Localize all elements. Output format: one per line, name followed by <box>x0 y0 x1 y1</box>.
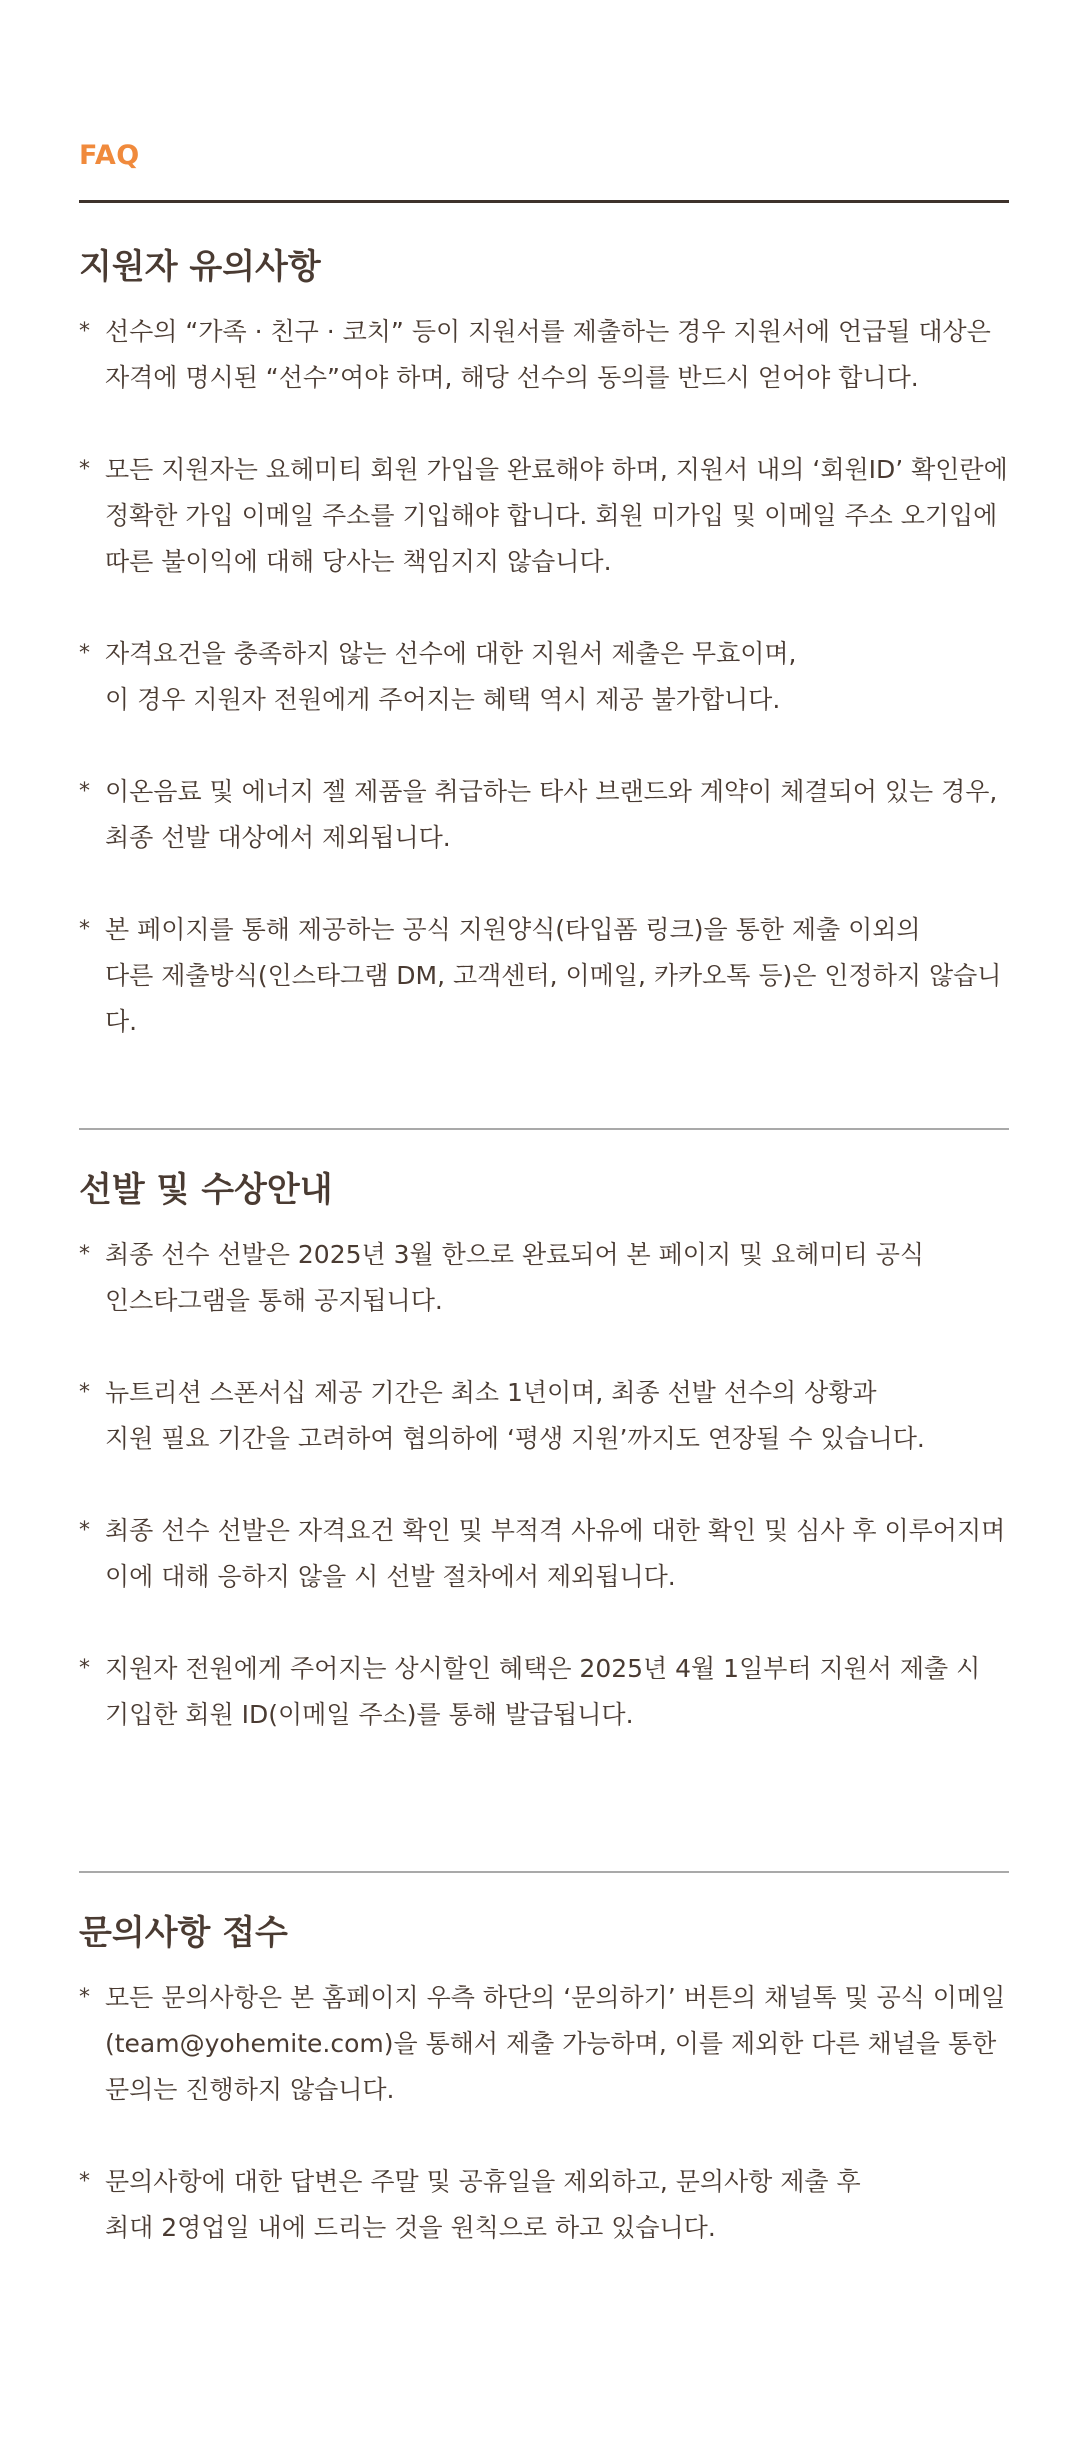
list-item-text: 최종 선수 선발은 자격요건 확인 및 부적격 사유에 대한 확인 및 심사 후 이루어지며 이에 대해 응하지 않을 시 선발 절차에서 제외됩니다. <box>105 1516 1006 1591</box>
list-item <box>79 1508 1009 1600</box>
inquiry-list <box>79 1975 1009 2251</box>
list-item-text: 본 페이지를 통해 제공하는 공식 지원양식(타입폼 링크)을 통한 제출 이외의 다른 제출방식(인스타그램 DM, 고객센터, 이메일, 카카오톡 등)은 인정하지 않습니다. <box>105 915 1002 1036</box>
asterisk-icon: * <box>79 1985 90 2010</box>
list-item <box>79 1370 1009 1462</box>
asterisk-icon: * <box>79 779 90 804</box>
asterisk-icon: * <box>79 1242 90 1267</box>
section-title: 지원자 유의사항 <box>79 247 321 287</box>
asterisk-icon: * <box>79 1656 90 1681</box>
section-divider <box>79 1128 1009 1130</box>
list-item <box>79 1975 1009 2113</box>
list-item <box>79 309 1009 401</box>
section-title: 선발 및 수상안내 <box>79 1170 333 1210</box>
list-item <box>79 769 1009 861</box>
list-item <box>79 1232 1009 1324</box>
section-title: 문의사항 접수 <box>79 1913 288 1953</box>
section-inquiries <box>79 1911 1009 2251</box>
asterisk-icon: * <box>79 917 90 942</box>
list-item-text: 자격요건을 충족하지 않는 선수에 대한 지원서 제출은 무효이며, 이 경우 지원자 전원에게 주어지는 혜택 역시 제공 불가합니다. <box>105 639 797 714</box>
section-selection-awards <box>79 1168 1009 1738</box>
list-item <box>79 1646 1009 1738</box>
asterisk-icon: * <box>79 319 90 344</box>
header-divider <box>79 200 1009 203</box>
asterisk-icon: * <box>79 641 90 666</box>
asterisk-icon: * <box>79 1380 90 1405</box>
faq-label: FAQ <box>79 140 140 171</box>
list-item <box>79 2159 1009 2251</box>
list-item-text: 지원자 전원에게 주어지는 상시할인 혜택은 2025년 4월 1일부터 지원서 제출 시 기입한 회원 ID(이메일 주소)를 통해 발급됩니다. <box>105 1654 981 1729</box>
section-divider <box>79 1871 1009 1873</box>
list-item <box>79 447 1009 585</box>
list-item-text: 선수의 “가족 · 친구 · 코치” 등이 지원서를 제출하는 경우 지원서에 언급될 대상은 자격에 명시된 “선수”여야 하며, 해당 선수의 동의를 반드시 얻어야 합니다. <box>105 317 991 392</box>
list-item-text: 최종 선수 선발은 2025년 3월 한으로 완료되어 본 페이지 및 요헤미티 공식 인스타그램을 통해 공지됩니다. <box>105 1240 924 1315</box>
asterisk-icon: * <box>79 1518 90 1543</box>
list-item <box>79 907 1009 1045</box>
list-item <box>79 631 1009 723</box>
list-item-text: 모든 문의사항은 본 홈페이지 우측 하단의 ‘문의하기’ 버튼의 채널톡 및 공식 이메일 (team@yohemite.com)을 통해서 제출 가능하며, 이를 제외한 다른 채널을 통한 문의는 진행하지 않습니다. <box>105 1983 1006 2104</box>
list-item-text: 뉴트리션 스폰서십 제공 기간은 최소 1년이며, 최종 선발 선수의 상황과 지원 필요 기간을 고려하여 협의하에 ‘평생 지원’까지도 연장될 수 있습니다. <box>105 1378 925 1453</box>
list-item-text: 모든 지원자는 요헤미티 회원 가입을 완료해야 하며, 지원서 내의 ‘회원ID’ 확인란에 정확한 가입 이메일 주소를 기입해야 합니다. 회원 미가입 및 이메일 주소 오기입에 따른 불이익에 대해 당사는 책임지지 않습니다. <box>105 455 1008 576</box>
asterisk-icon: * <box>79 457 90 482</box>
selection-list <box>79 1232 1009 1738</box>
list-item-text: 이온음료 및 에너지 젤 제품을 취급하는 타사 브랜드와 계약이 체결되어 있는 경우, 최종 선발 대상에서 제외됩니다. <box>105 777 998 852</box>
list-item-text: 문의사항에 대한 답변은 주말 및 공휴일을 제외하고, 문의사항 제출 후 최대 2영업일 내에 드리는 것을 원칙으로 하고 있습니다. <box>105 2167 861 2242</box>
notes-list <box>79 309 1009 1045</box>
section-applicant-notes <box>79 245 1009 1045</box>
asterisk-icon: * <box>79 2169 90 2194</box>
